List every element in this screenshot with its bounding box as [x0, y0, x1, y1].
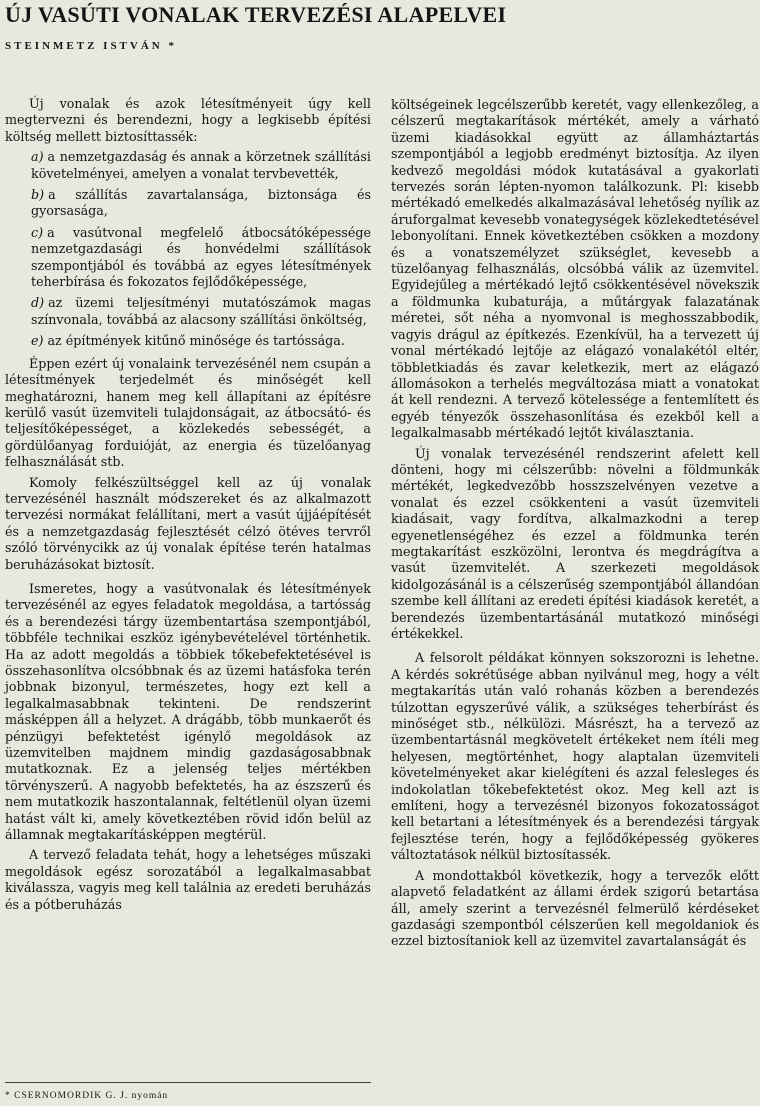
body-paragraph: A felsorolt példákat könnyen sokszorozni is lehetne. A kérdés sokrétűsége abban nyilvánul meg, hogy a vélt megtakarítás után való rohanás közben a berendezés túlzottan egyszerűvé válik, a szükséges teherbírást és minőséget stb., nélkülözi. Másrészt, ha a tervező az üzembentartásnál megkövetelt értékeket nem ítéli meg helyesen, megtörténhet, hogy alaptalan üzemviteli követelményeket akar kielégíteni és azzal felesleges és indokolatlan tőkebefektetést okoz. Meg kell azt is említeni, hogy a tervezésnél bizonyos fokozatosságot kell betartani a létesítmények és a berendezési tárgyak fejlesztése terén, hogy a fejlődőképesség gyökeres változtatások nélkül biztosítassék.	[391, 650, 759, 863]
footnote: * CSERNOMORDIK G. J. nyomán	[5, 1082, 371, 1101]
list-text: az építmények kitűnő minősége és tartóssága.	[47, 333, 345, 349]
intro-paragraph: Új vonalak és azok létesítményeit úgy kell megtervezni és berendezni, hogy a legkisebb építési költség mellett biztosíttassék:	[5, 96, 371, 144]
body-paragraph: Éppen ezért új vonalaink tervezésénél nem csupán a létesítmények terjedelmét és minőségét kell meghatározni, hanem meg kell állapítani az építésre kerülő vasút üzemviteli tulajdonságait, az átbocsátó- és teljesítőképességet, a közlekedés sebességét, a gördülőanyag forduióját, az energia és tüzelőanyag felhasználását stb.	[5, 355, 371, 470]
list-text: az üzemi teljesítményi mutatószámok magas színvonala, továbbá az alacsony szállítási önköltség,	[31, 295, 371, 327]
author-byline: STEINMETZ ISTVÁN *	[5, 40, 177, 52]
list-item	[31, 149, 371, 182]
body-paragraph: Komoly felkészültséggel kell az új vonalak tervezésénél használt módszereket és az alkalmazott tervezési normákat felállítani, mert a vasút újjáépítését és a nemzetgazdaság fejlesztését célzó ötéves tervről szóló törvénycikk az új vonalak építése terén hatalmas beruházásokat biztosít.	[5, 474, 371, 572]
list-marker: e)	[31, 333, 44, 349]
list-marker: a)	[31, 149, 44, 165]
list-text: a szállítás zavartalansága, biztonsága és gyorsasága,	[31, 187, 371, 219]
body-paragraph: Új vonalak tervezésénél rendszerint afelett kell dönteni, hogy mi célszerűbb: növelni a földmunkák mértékét, legkedvezőbb hosszszelvényen vezetve a vonalat és ezzel csökkenteni a vasút üzemviteli kiadásait, vagy fordítva, alkalmazkodni a terep egyenetlenségéhez és ezzel a földmunka terén megtakarítást eszközölni, lerontva és megdrágítva a vasút üzemvitelét. A szerkezeti megoldások kidolgozásánál is a célszerűség szempontjából állandóan szembe kell állítani az eredeti építési kiadások keretét, a berendezés üzembentartásánál mutatkozó minőségi értékekkel.	[391, 445, 759, 641]
body-paragraph: költségeinek legcélszerűbb keretét, vagy ellenkezőleg, a célszerű megtakarítások mértékét, amely a várható üzemi kiadásokkal együtt az államháztartás szempontjából a legjobb eredményt biztosítja. Az ilyen kedvező megoldási módok kutatásával a gyakorlati tervezés során lépten-nyomon találkozunk. Pl: kisebb mértékadó emelkedés alkalmazásával lehetőség nyílik az áruforgalmat kevesebb vonategységek közlekedtetésével lebonyolítani. Ennek következtében csökken a mozdony és a vonatszemélyzet szükséglet, kevesebb a tüzelőanyag felhasználás, olcsóbbá válik az üzemvitel. Egyidejűleg a mértékadó lejtő csökkentésével növekszik a földmunka kubaturája, a műtárgyak falazatának méretei, sőt néha a nyomvonal is meghosszabbodik, vagyis drágul az építkezés. Ezenkívül, ha a tervezett új vonal mértékadó lejtője az elágazó vonalakétól eltér, többletkiadás és zavar keletkezik, mert az elágazó állomásokon a terhelés megváltozása miatt a vonatokat át kell rendezni. A tervező kötelessége a fentemlített és egyéb tényezők összehasonlítása és ezekből kell a legalkalmasabb mértékadó lejtőt kiválasztania.	[391, 97, 759, 441]
list-text: a vasútvonal megfelelő átbocsátóképessége nemzetgazdasági és honvédelmi szállítások szempontjából és továbbá az egyes létesítmények teherbírása és fokozatos fejlődőképessége,	[31, 224, 371, 290]
list-marker: d)	[31, 295, 45, 311]
list-item	[31, 187, 371, 220]
list-item	[31, 225, 371, 291]
body-paragraph: Ismeretes, hogy a vasútvonalak és létesítmények tervezésénél az egyes feladatok megoldása, a tartósság és a berendezési tárgy üzembentartása szempontjából, többféle technikai eszköz igénybevételével történhetik. Ha az adott megoldás a többiek tőkebefektetésével is összehasonlítva olcsóbbnak és az üzemi hatásfoka terén jobbnak bizonyul, természetes, hogy ezt kell a legalkalmasabbnak tekinteni. De rendszerint másképpen áll a helyzet. A drágább, több munkaerőt és pénzügyi befektetést igénylő megoldások az üzemvitelben majdnem mindig gazdaságosabbnak mutatkoznak. Ez a jelenség teljes mértékben törvényszerű. A nagyobb befektetés, ha az észszerű és nem mutatkozik haszontalannak, feltétlenül olyan üzemi hatást vált ki, amely következtében rövid időn belül az államnak megtakarításképpen megtérül.	[5, 580, 371, 843]
right-column	[391, 97, 759, 954]
list-marker: b)	[31, 187, 45, 203]
list-text: a nemzetgazdaság és annak a körzetnek szállítási követelményei, amelyen a vonalat tervbevették,	[31, 149, 371, 181]
requirements-list	[5, 149, 371, 349]
left-column	[5, 96, 371, 917]
body-paragraph: A tervező feladata tehát, hogy a lehetséges műszaki megoldások egész sorozatából a legalkalmasabbat kiválassza, vagyis meg kell találnia az eredeti beruházás és a pótberuházás	[5, 847, 371, 912]
list-item	[31, 333, 371, 349]
list-marker: c)	[31, 224, 44, 240]
list-item	[31, 295, 371, 328]
article-title: ÚJ VASÚTI VONALAK TERVEZÉSI ALAPELVEI	[5, 2, 507, 27]
body-paragraph: A mondottakból következik, hogy a tervezők előtt alapvető feladatként az állami érdek szigorú betartása áll, amely szerint a tervezésnél felmerülő kérdéseket gazdasági szempontból célszerűen kell megoldaniok és ezzel biztosítaniok kell az üzemvitel zavartalanságát és	[391, 867, 759, 949]
